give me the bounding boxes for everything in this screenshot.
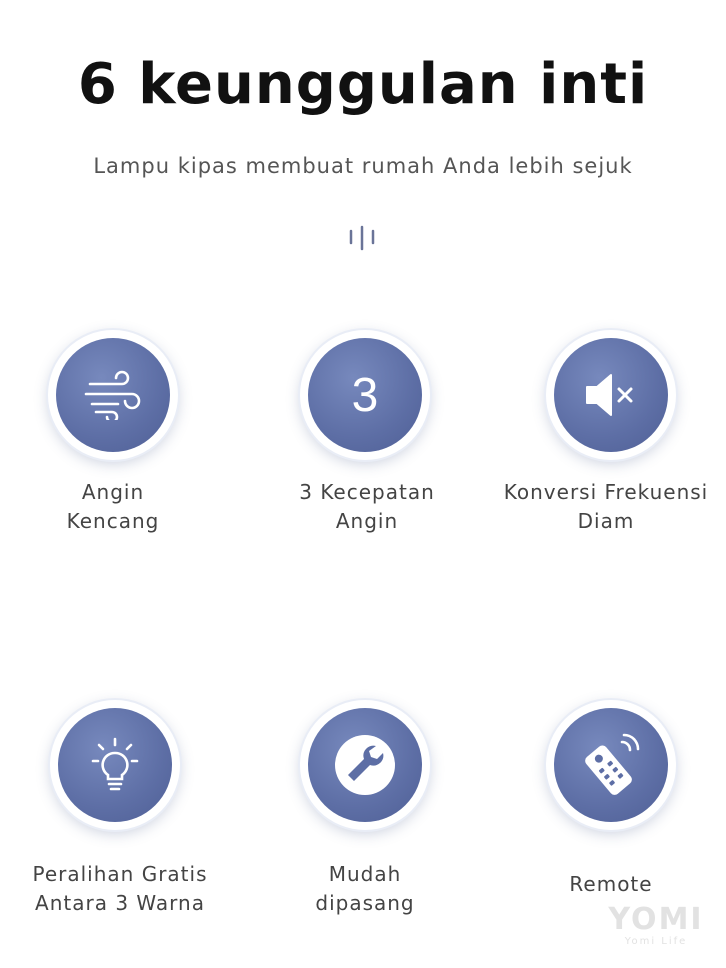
divider-icon: [346, 225, 378, 253]
wrench-icon: [332, 732, 398, 798]
feature-label: Konversi Frekuensi Diam: [503, 480, 709, 533]
feature-label: Mudah dipasang: [315, 862, 415, 915]
mute-speaker-icon: [581, 370, 641, 420]
feature-icon-circle: [48, 330, 178, 460]
watermark-logo: YOMI Yomi Life: [608, 902, 704, 947]
feature-icon-circle: [300, 700, 430, 830]
feature-icon-circle: [300, 330, 430, 460]
page-title: 6 keunggulan inti: [77, 52, 649, 117]
feature-icon-circle: [50, 700, 180, 830]
feature-icon-circle: [546, 330, 676, 460]
page-subtitle: Lampu kipas membuat rumah Anda lebih sejuk: [93, 154, 633, 178]
wind-icon: [82, 370, 144, 420]
feature-label: 3 Kecepatan Angin: [299, 480, 435, 533]
feature-label: Peralihan Gratis Antara 3 Warna: [32, 862, 208, 915]
feature-label: Remote: [569, 872, 653, 896]
number-3-icon: 3: [351, 368, 379, 422]
feature-icon-circle: [546, 700, 676, 830]
light-bulb-icon: [85, 735, 145, 795]
remote-control-icon: [578, 732, 644, 798]
feature-label: Angin Kencang: [66, 480, 160, 533]
